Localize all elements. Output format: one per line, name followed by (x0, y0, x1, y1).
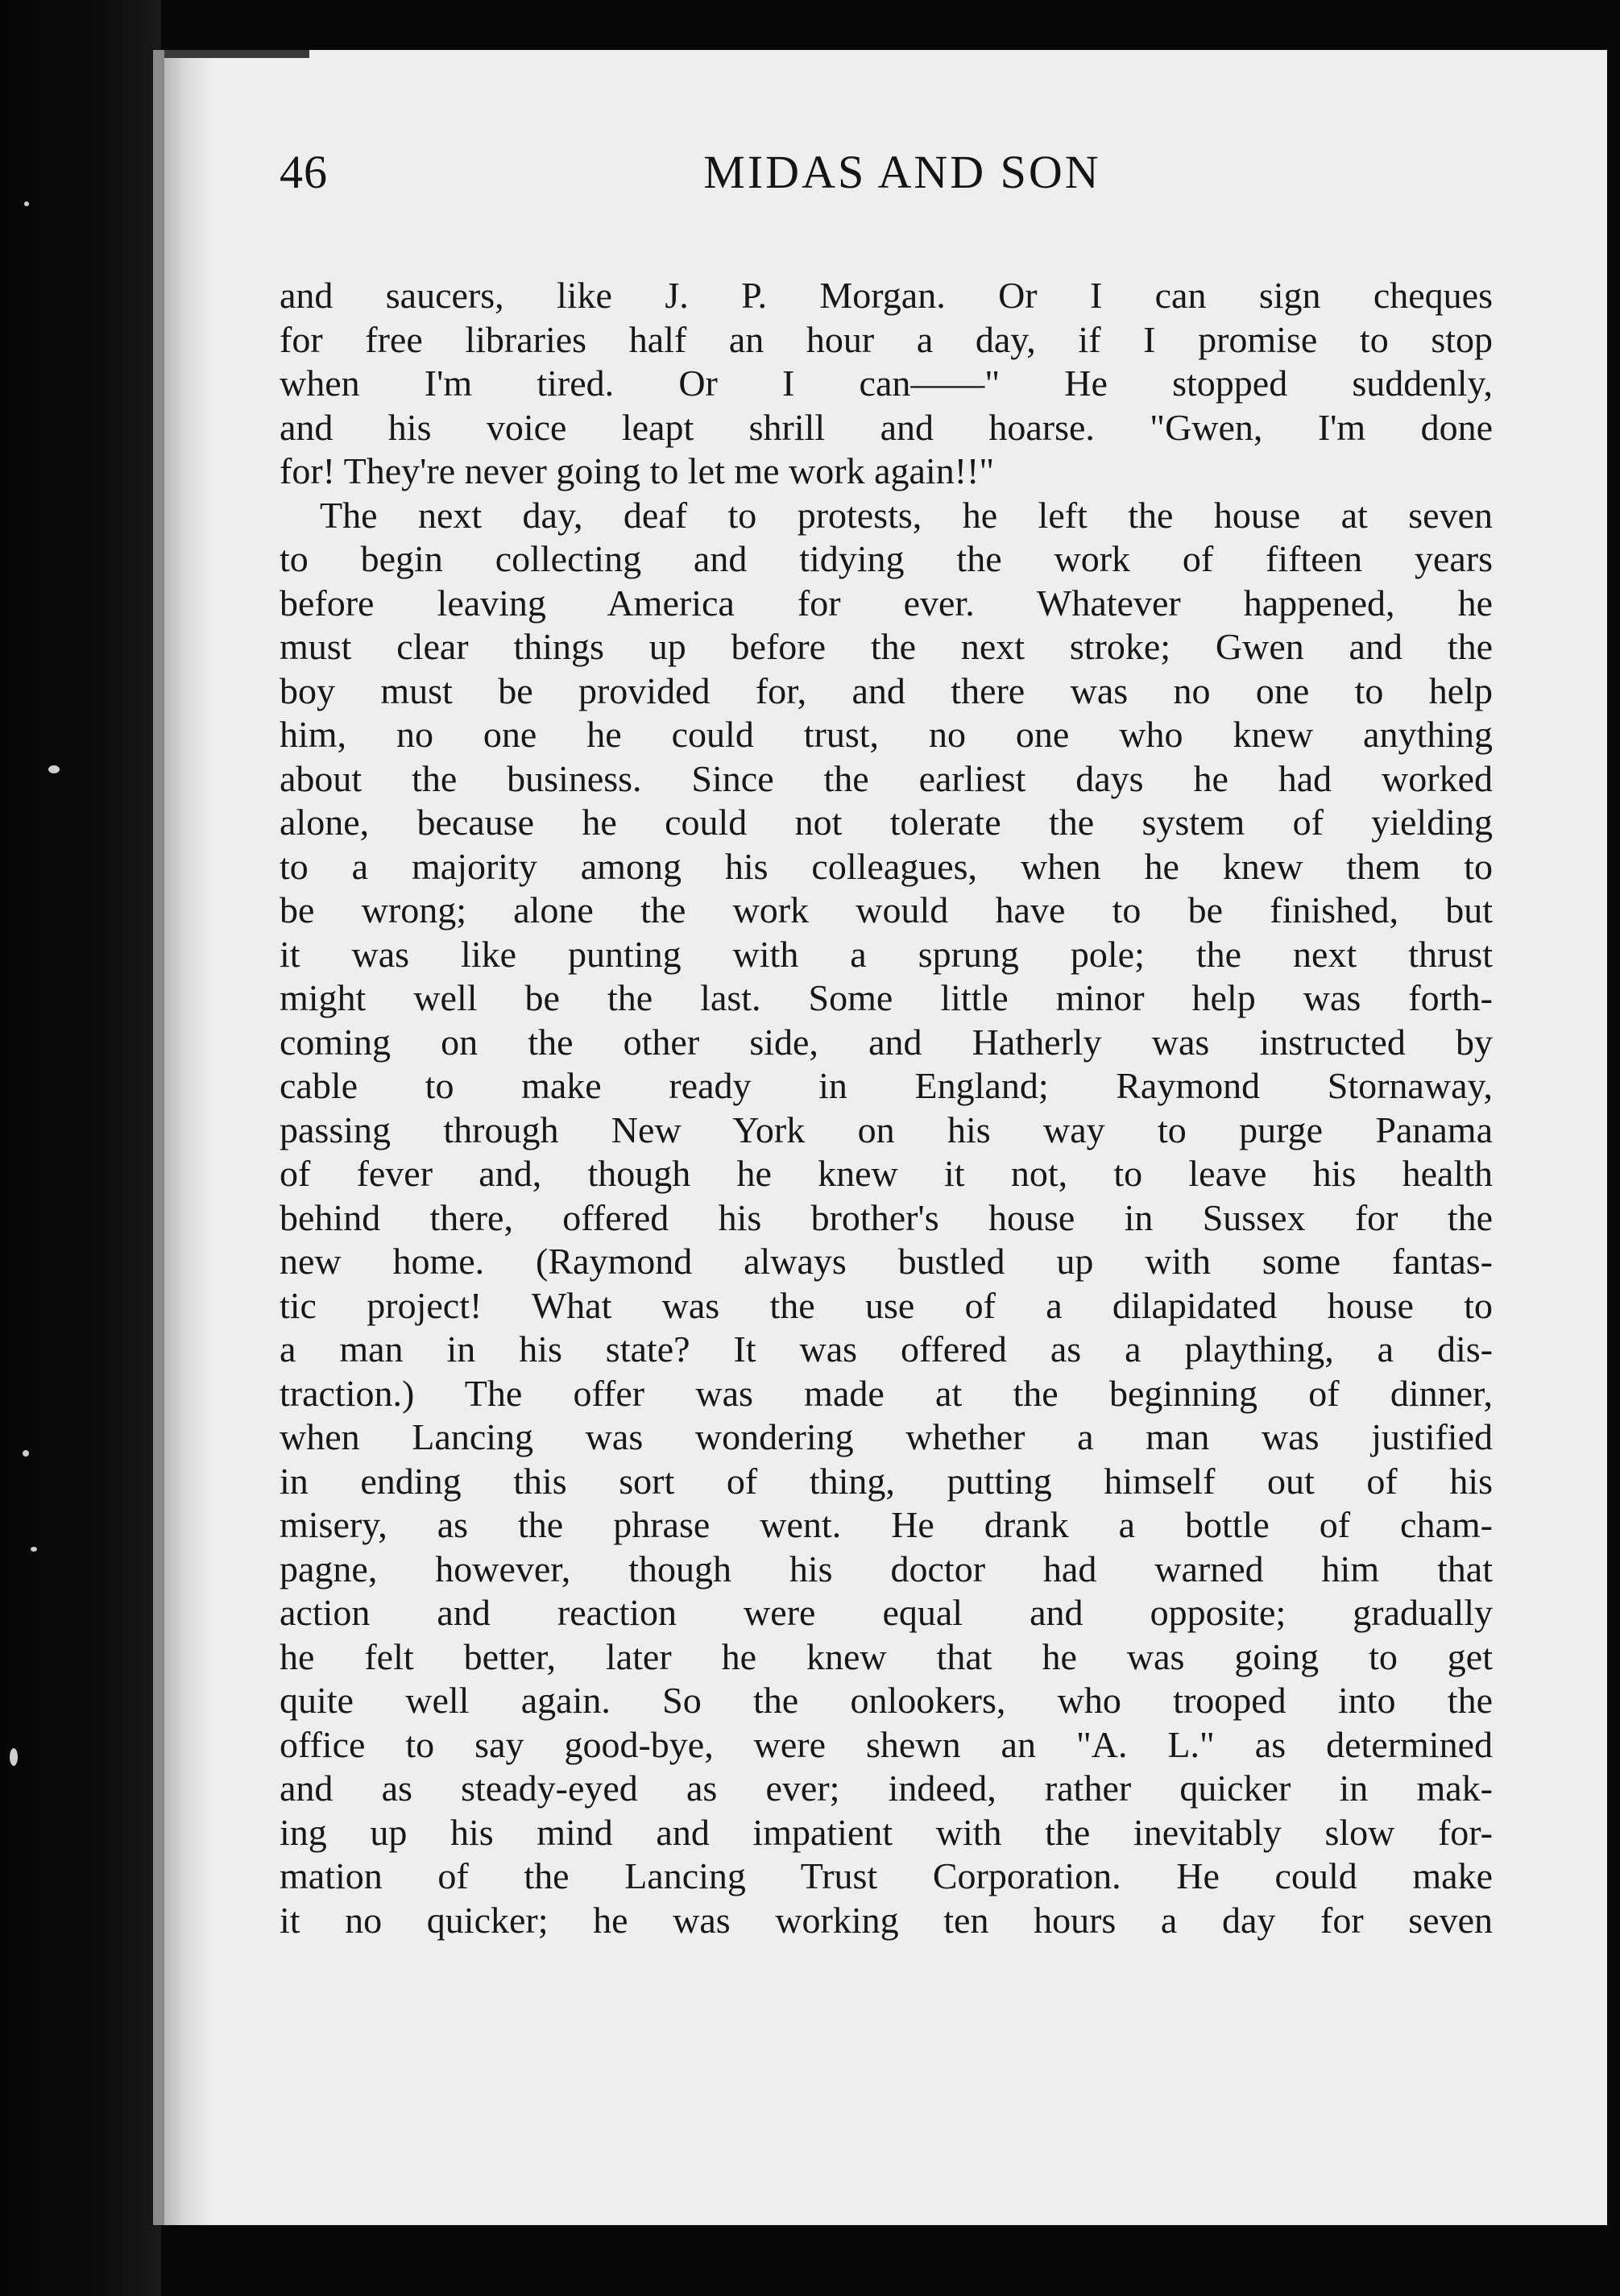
book-binding-edge (0, 0, 161, 2296)
text-line: when Lancing was wondering whether a man was justified (280, 1416, 1493, 1457)
text-line: ing up his mind and impatient with the inevitably slow for- (280, 1811, 1493, 1853)
text-line: and saucers, like J. P. Morgan. Or I can sign cheques (280, 275, 1493, 316)
scan-speck (24, 201, 29, 206)
text-line: be wrong; alone the work would have to be finished, but (280, 889, 1493, 930)
text-line: in ending this sort of thing, putting himself out of his (280, 1460, 1493, 1502)
text-line: traction.) The offer was made at the beginning of dinner, (280, 1372, 1493, 1414)
text-line: to begin collecting and tidying the work of fifteen years (280, 538, 1493, 579)
text-line: new home. (Raymond always bustled up with some fantas- (280, 1241, 1493, 1282)
text-line: must clear things up before the next stroke; Gwen and the (280, 626, 1493, 667)
running-head (280, 145, 1493, 226)
text-line: might well be the last. Some little minor help was forth- (280, 977, 1493, 1018)
body-text (280, 274, 1493, 1942)
text-line: and his voice leapt shrill and hoarse. "Gwen, I'm done (280, 406, 1493, 448)
text-line: to a majority among his colleagues, when he knew them to (280, 845, 1493, 887)
text-line: cable to make ready in England; Raymond Stornaway, (280, 1065, 1493, 1106)
text-line: about the business. Since the earliest days he had worked (280, 757, 1493, 799)
text-line: a man in his state? It was offered as a plaything, a dis- (280, 1328, 1493, 1370)
scan-speck (31, 1547, 37, 1552)
scan-speck (23, 1450, 29, 1457)
text-line: passing through New York on his way to purge Panama (280, 1109, 1493, 1150)
text-line: of fever and, though he knew it not, to leave his health (280, 1153, 1493, 1194)
scan-speck (10, 1748, 18, 1766)
text-line: pagne, however, though his doctor had warned him that (280, 1548, 1493, 1589)
text-line: coming on the other side, and Hatherly was instructed by (280, 1021, 1493, 1063)
book-title: MIDAS AND SON (703, 146, 1101, 198)
text-line: for! They're never going to let me work again!!" (280, 450, 995, 491)
text-line: quite well again. So the onlookers, who trooped into the (280, 1680, 1493, 1721)
text-line: it was like punting with a sprung pole; the next thrust (280, 933, 1493, 975)
page-top-rule (164, 50, 309, 58)
text-line: boy must be provided for, and there was no one to help (280, 669, 1493, 711)
text-line: action and reaction were equal and opposite; gradually (280, 1592, 1493, 1633)
text-line: for free libraries half an hour a day, if I promise to stop (280, 318, 1493, 360)
page-gutter-shadow (164, 50, 213, 2225)
text-line: he felt better, later he knew that he was going to get (280, 1635, 1493, 1677)
text-line: office to say good-bye, were shewn an "A. L." as determined (280, 1723, 1493, 1765)
text-line: The next day, deaf to protests, he left the house at seven (320, 494, 1493, 536)
text-line: tic project! What was the use of a dilapidated house to (280, 1284, 1493, 1326)
text-line: before leaving America for ever. Whatever happened, he (280, 582, 1493, 624)
text-line: misery, as the phrase went. He drank a bottle of cham- (280, 1504, 1493, 1545)
scan-speck (48, 765, 60, 773)
text-line: it no quicker; he was working ten hours a day for seven (280, 1899, 1493, 1941)
text-line: behind there, offered his brother's house in Sussex for the (280, 1196, 1493, 1238)
text-line: alone, because he could not tolerate the system of yielding (280, 802, 1493, 843)
text-line: when I'm tired. Or I can——" He stopped suddenly, (280, 363, 1493, 404)
text-line: him, no one he could trust, no one who knew anything (280, 714, 1493, 755)
text-line: and as steady-eyed as ever; indeed, rather quicker in mak- (280, 1768, 1493, 1809)
text-line: mation of the Lancing Trust Corporation. He could make (280, 1855, 1493, 1896)
page-number: 46 (280, 146, 328, 198)
